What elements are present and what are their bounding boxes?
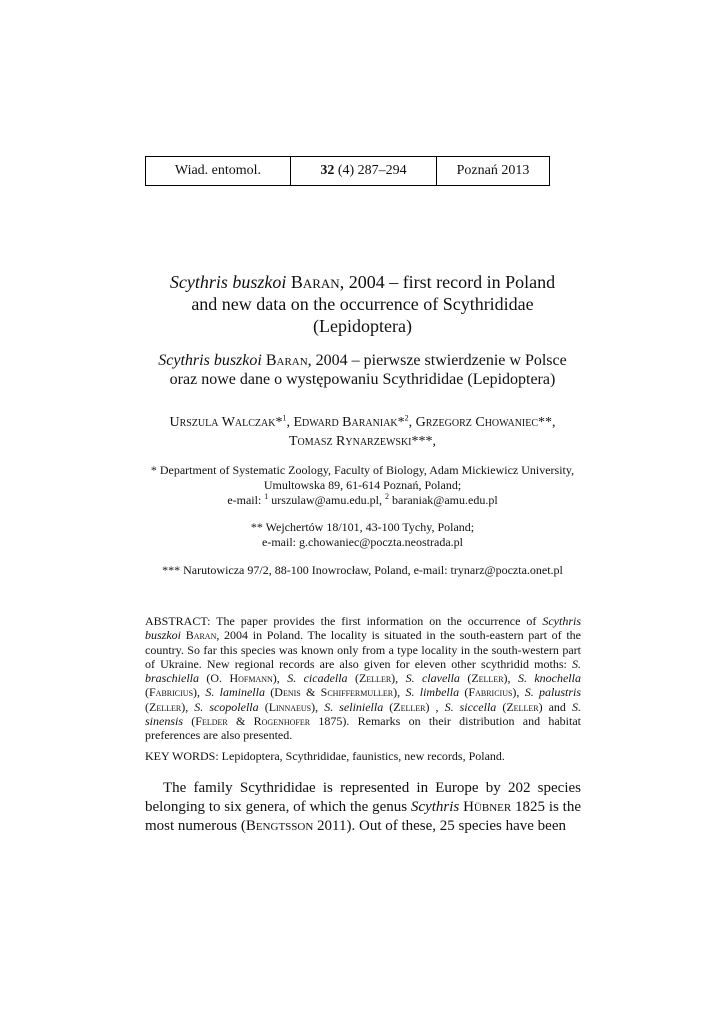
abstract-text: ) and bbox=[538, 699, 572, 714]
species-author: Denis & Schiffermuller bbox=[274, 685, 394, 700]
species-name: S. limbella bbox=[405, 685, 460, 700]
author-mark: ** bbox=[538, 415, 553, 430]
title-line2: and new data on the occurrence of Scythrididae bbox=[191, 294, 534, 314]
abstract-text: ), bbox=[512, 685, 525, 700]
author-chowaniec: Grzegorz Chowaniec bbox=[415, 415, 539, 430]
abstract-text: 1875). Remarks on their distribution and habitat preferences are also presented. bbox=[145, 714, 581, 743]
affiliation-1-line2: Umultowska 89, 61-614 Poznań, Poland; bbox=[263, 478, 462, 492]
species-author: Zeller bbox=[149, 699, 182, 714]
abstract-text: ( bbox=[347, 671, 359, 686]
author-sup: 2 bbox=[404, 413, 409, 423]
species-name: S. scopolella bbox=[194, 699, 259, 714]
species-author: Hofmann bbox=[229, 671, 273, 686]
species-author: Fabricius bbox=[468, 685, 513, 700]
author-rynarzewski: Tomasz Rynarzewski bbox=[289, 434, 412, 449]
abstract-text: (O. bbox=[199, 671, 230, 686]
affiliation-2 bbox=[60, 520, 665, 550]
abstract-text: ( bbox=[496, 699, 507, 714]
abstract-text: ), bbox=[391, 671, 406, 686]
abstract-text: ), bbox=[272, 671, 288, 686]
affiliation-1-line1: * Department of Systematic Zoology, Faculty of Biology, Adam Mickiewicz University, bbox=[150, 463, 575, 477]
species-name: S. braschiella bbox=[145, 656, 581, 686]
species-author: Zeller bbox=[358, 671, 392, 686]
abstract-text: ), bbox=[181, 699, 195, 714]
email-baraniak[interactable]: baraniak@amu.edu.pl bbox=[389, 493, 498, 507]
species-name: S. knochella bbox=[517, 671, 581, 686]
affiliation-2-line1: ** Wejchertów 18/101, 43-100 Tychy, Poland; bbox=[250, 520, 475, 534]
species-name: S. seliniella bbox=[324, 699, 384, 714]
species-name: S. palustris bbox=[524, 685, 582, 700]
journal-name: Wiad. entomol. bbox=[146, 157, 291, 186]
abstract-text: The paper provides the first information on the occurrence of bbox=[210, 614, 543, 628]
author-baraniak: Edward Baraniak bbox=[293, 415, 398, 430]
author-mark: * bbox=[275, 415, 283, 430]
issue-pages: (4) 287–294 bbox=[337, 163, 407, 178]
species-name: Scythris buszkoi bbox=[145, 614, 581, 643]
volume-issue-pages bbox=[291, 157, 437, 186]
citation-author: Bengtsson bbox=[245, 818, 314, 834]
author-list: Urszula Walczak*$^1$, Edward Baraniak*$^2$, Grzegorz Chowaniec**, Tomasz Rynarzewski***, bbox=[169, 413, 556, 449]
title-line1-rest: , 2004 – first record in Poland bbox=[339, 272, 556, 292]
body-paragraph bbox=[145, 779, 581, 836]
abstract-text: ), bbox=[311, 699, 325, 714]
title-pl-line1-rest: , 2004 – pierwsze stwierdzenie w Polsce bbox=[307, 352, 567, 369]
abstract-label: ABSTRACT: bbox=[145, 614, 211, 628]
author-walczak: Urszula Walczak bbox=[169, 415, 276, 430]
abstract bbox=[145, 614, 581, 743]
abstract-text: ( bbox=[258, 699, 269, 714]
email-sup: 1 bbox=[264, 492, 269, 501]
keywords bbox=[145, 749, 581, 763]
species-author: Zeller bbox=[506, 699, 539, 714]
title-pl-species-name: Scythris buszkoi bbox=[158, 352, 262, 369]
genus-author: Hübner bbox=[463, 799, 512, 815]
abstract-text: ( bbox=[459, 671, 472, 686]
abstract-text: , 2004 in Poland. The locality is situated in the south-eastern part of the country. So far this species was known only from a type locality in the south-western part of Ukraine. New regional records are also given for eleven other scythridid moths: bbox=[145, 628, 581, 671]
volume-number: 32 bbox=[320, 163, 335, 178]
body-text: The family Scythrididae is represented in Europe by 202 species belonging to six genera, of which the genus bbox=[145, 780, 581, 815]
abstract-text: ( bbox=[183, 714, 196, 729]
abstract-text: ( bbox=[459, 685, 469, 700]
keywords-text: Lepidoptera, Scythrididae, faunistics, new records, Poland. bbox=[218, 749, 505, 763]
species-name: S. clavella bbox=[405, 671, 460, 686]
species-name: S. sinensis bbox=[145, 699, 581, 729]
title-line3: (Lepidoptera) bbox=[313, 316, 412, 336]
affiliation-1 bbox=[60, 463, 665, 508]
email-chowaniec[interactable]: e-mail: g.chowaniec@poczta.neostrada.pl bbox=[262, 535, 463, 549]
abstract-text: ), bbox=[193, 685, 206, 700]
abstract-text: ), bbox=[393, 685, 406, 700]
affiliation-3 bbox=[60, 563, 665, 578]
species-author: Felder & Rogenhofer bbox=[195, 714, 311, 729]
abstract-text: ( bbox=[264, 685, 275, 700]
title-species-name: Scythris buszkoi bbox=[169, 272, 287, 292]
species-author: Zeller bbox=[393, 699, 426, 714]
species-author: Baran bbox=[185, 628, 217, 643]
abstract-text: ) , bbox=[425, 699, 445, 714]
species-author: Linnaeus bbox=[268, 699, 312, 714]
keywords-label: KEY WORDS: bbox=[145, 749, 219, 763]
title-pl-line2: oraz nowe dane o występowaniu Scythrididae (Lepidoptera) bbox=[169, 371, 556, 388]
author-mark: * bbox=[397, 415, 405, 430]
author-mark: *** bbox=[411, 434, 433, 449]
genus-name: Scythris bbox=[410, 799, 460, 815]
title-english bbox=[60, 271, 665, 337]
species-name: S. siccella bbox=[444, 699, 497, 714]
abstract-text: ( bbox=[383, 699, 394, 714]
title-species-author: Baran bbox=[290, 272, 340, 292]
species-author: Zeller bbox=[471, 671, 504, 686]
title-polish bbox=[60, 351, 665, 389]
body-text: 1825 is the most numerous ( bbox=[145, 799, 581, 834]
journal-header-table bbox=[145, 156, 550, 186]
email-sup: 2 bbox=[385, 492, 389, 501]
email-prefix: e-mail: bbox=[227, 493, 265, 507]
abstract-text: ( bbox=[145, 685, 149, 700]
place-year: Poznań 2013 bbox=[437, 157, 550, 186]
body-text: 2011). Out of these, 25 species have been bbox=[313, 818, 566, 834]
abstract-text: ), bbox=[503, 671, 518, 686]
author-sup: 1 bbox=[282, 413, 287, 423]
email-walczak[interactable]: urszulaw@amu.edu.pl, bbox=[268, 493, 385, 507]
title-pl-species-author: Baran bbox=[265, 352, 308, 369]
species-name: S. cicadella bbox=[287, 671, 348, 686]
abstract-text: ( bbox=[145, 699, 149, 714]
species-author: Fabricius bbox=[149, 685, 194, 700]
affiliation-3-line1[interactable]: *** Narutowicza 97/2, 88-100 Inowrocław, Poland, e-mail: trynarz@poczta.onet.pl bbox=[162, 563, 563, 577]
species-name: S. laminella bbox=[205, 685, 265, 700]
